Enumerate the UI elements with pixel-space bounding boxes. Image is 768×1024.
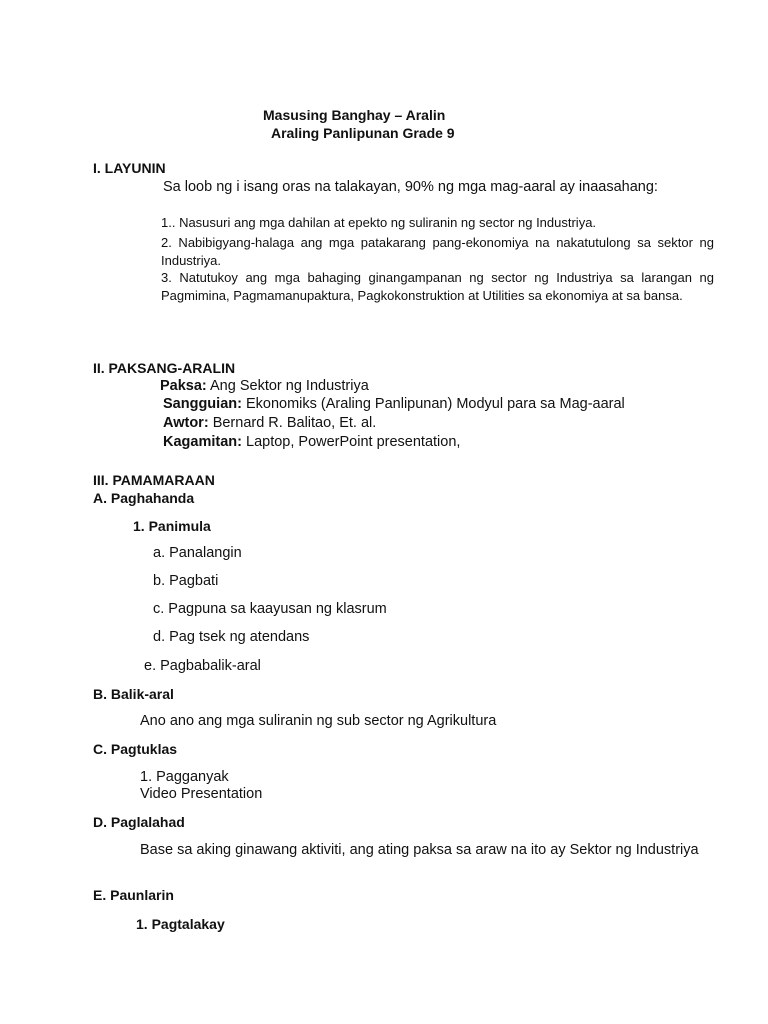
kagamitan-value: Laptop, PowerPoint presentation, xyxy=(246,434,461,450)
document-subtitle: Araling Panlipunan Grade 9 xyxy=(271,125,455,141)
paksang-aralin-heading: II. PAKSANG-ARALIN xyxy=(93,360,236,376)
paksa-line xyxy=(160,378,369,394)
pagganyak-item: 1. Pagganyak xyxy=(140,769,229,785)
paksa-value: Ang Sektor ng Industriya xyxy=(210,378,369,394)
paglalahad-text: Base sa aking ginawang aktiviti, ang ating paksa sa araw na ito ay Sektor ng Industriya xyxy=(140,842,699,858)
awtor-value: Bernard R. Balitao, Et. al. xyxy=(212,415,377,431)
kagamitan-line xyxy=(163,434,460,450)
sangguian-line xyxy=(163,396,625,412)
objective-1: 1.. Nasusuri ang mga dahilan at epekto ng suliranin ng sector ng Industriya. xyxy=(161,215,597,230)
balik-aral-heading: B. Balik-aral xyxy=(93,686,174,702)
kagamitan-label: Kagamitan: xyxy=(163,434,242,450)
paksa-label: Paksa: xyxy=(160,378,207,394)
pagtuklas-heading: C. Pagtuklas xyxy=(93,741,178,757)
document-title: Masusing Banghay – Aralin xyxy=(263,107,446,123)
awtor-line xyxy=(163,415,376,431)
layunin-intro: Sa loob ng i isang oras na talakayan, 90% ng mga mag-aaral ay inaasahang: xyxy=(163,179,658,195)
panimula-item-e: e. Pagbabalik-aral xyxy=(144,658,261,674)
objective-2: 2. Nabibigyang-halaga ang mga patakarang pang-ekonomiya na nakatutulong sa sektor ng Industriya. xyxy=(161,235,714,268)
panimula-item-b: b. Pagbati xyxy=(153,573,219,589)
paghahanda-heading: A. Paghahanda xyxy=(93,490,195,506)
balik-aral-text: Ano ano ang mga suliranin ng sub sector ng Agrikultura xyxy=(140,713,497,729)
awtor-label: Awtor: xyxy=(163,415,209,431)
panimula-item-d: d. Pag tsek ng atendans xyxy=(153,629,310,645)
video-presentation-text: Video Presentation xyxy=(140,786,263,802)
paglalahad-heading: D. Paglalahad xyxy=(93,814,185,830)
pagtalakay-item: 1. Pagtalakay xyxy=(136,916,225,932)
panimula-heading: 1. Panimula xyxy=(133,518,211,534)
paunlarin-heading: E. Paunlarin xyxy=(93,887,174,903)
pamamaraan-heading: III. PAMAMARAAN xyxy=(93,472,215,488)
layunin-heading: I. LAYUNIN xyxy=(93,160,166,176)
panimula-item-a: a. Panalangin xyxy=(153,545,242,561)
panimula-item-c: c. Pagpuna sa kaayusan ng klasrum xyxy=(153,601,387,617)
sangguian-value: Ekonomiks (Araling Panlipunan) Modyul para sa Mag-aaral xyxy=(245,396,625,412)
sangguian-label: Sangguian: xyxy=(163,396,242,412)
objective-3: 3. Natutukoy ang mga bahaging ginangampanan ng sector ng Industriya sa larangan ng Pagmimina, Pagmamanupaktura, Pagkokonstruktion at Utilities sa ekonomiya at sa bansa. xyxy=(161,270,714,303)
